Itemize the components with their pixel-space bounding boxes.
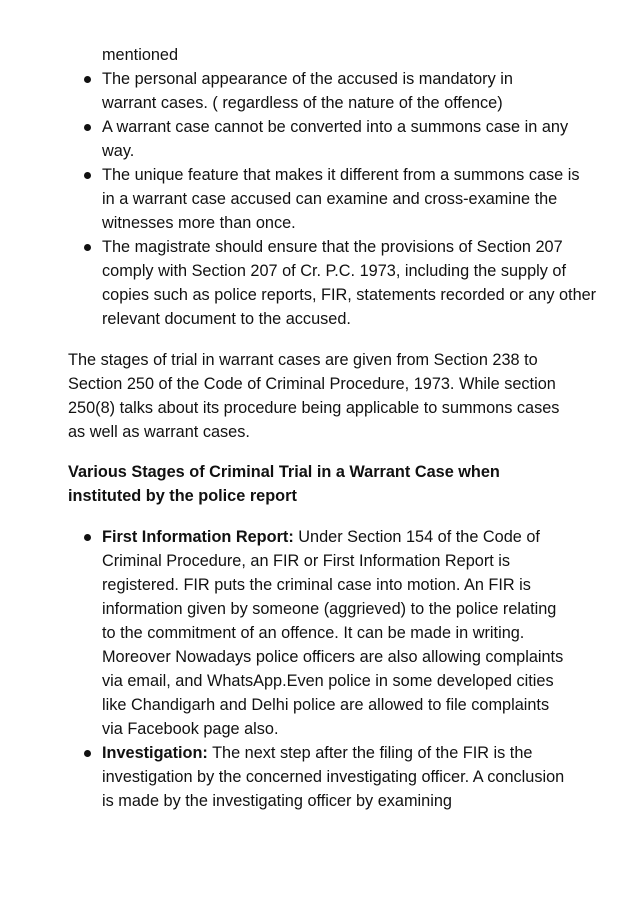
list-item [80, 67, 557, 115]
bullet-icon [84, 172, 91, 179]
bullet-icon [84, 750, 91, 757]
body-paragraph: The stages of trial in warrant cases are given from Section 238 to Section 250 of the Code of Criminal Procedure, 1973. While section 250(8) talks about its procedure being applicable to summons cases as well as warrant cases. [68, 351, 560, 441]
requirements-list [80, 67, 597, 331]
list-item [80, 115, 572, 163]
bullet-icon [84, 244, 91, 251]
continuation-text: mentioned [102, 46, 179, 64]
list-item-term: Investigation: [102, 744, 208, 762]
list-item-term: First Information Report: [102, 528, 294, 546]
list-item-text: The magistrate should ensure that the provisions of Section 207 comply with Section 207 of Cr. P.C. 1973, including the supply of copies such as police reports, FIR, statements recorded or any other relevant document to the accused. [102, 238, 597, 328]
list-item [80, 163, 594, 235]
section-heading: Various Stages of Criminal Trial in a Warrant Case when instituted by the police report [68, 463, 500, 505]
list-item-text: The next step after the filing of the FIR is the investigation by the concerned investigating officer. A conclusion is made by the investigating officer by examining [102, 744, 565, 810]
bullet-icon [84, 534, 91, 541]
list-item-text: Under Section 154 of the Code of Criminal Procedure, an FIR or First Information Report is registered. FIR puts the criminal case into motion. An FIR is information given by someone (aggrieved) to the police relating to the commitment of an offence. It can be made in writing. Moreover Nowadays police officers are also allowing complaints via email, and WhatsApp.Even police in some developed cities like Chandigarh and Delhi police are allowed to file complaints via Facebook page also. [102, 528, 564, 738]
stages-list [80, 525, 580, 813]
bullet-icon [84, 76, 91, 83]
list-item [80, 235, 598, 331]
list-item [80, 741, 572, 813]
list-item-text: A warrant case cannot be converted into a summons case in any way. [102, 118, 569, 160]
bullet-icon [84, 124, 91, 131]
list-item-text: The unique feature that makes it different from a summons case is in a warrant case accused can examine and cross-examine the witnesses more than once. [102, 166, 580, 232]
list-item-text: The personal appearance of the accused is mandatory in warrant cases. ( regardless of the nature of the offence) [102, 70, 513, 112]
list-item [80, 525, 572, 741]
